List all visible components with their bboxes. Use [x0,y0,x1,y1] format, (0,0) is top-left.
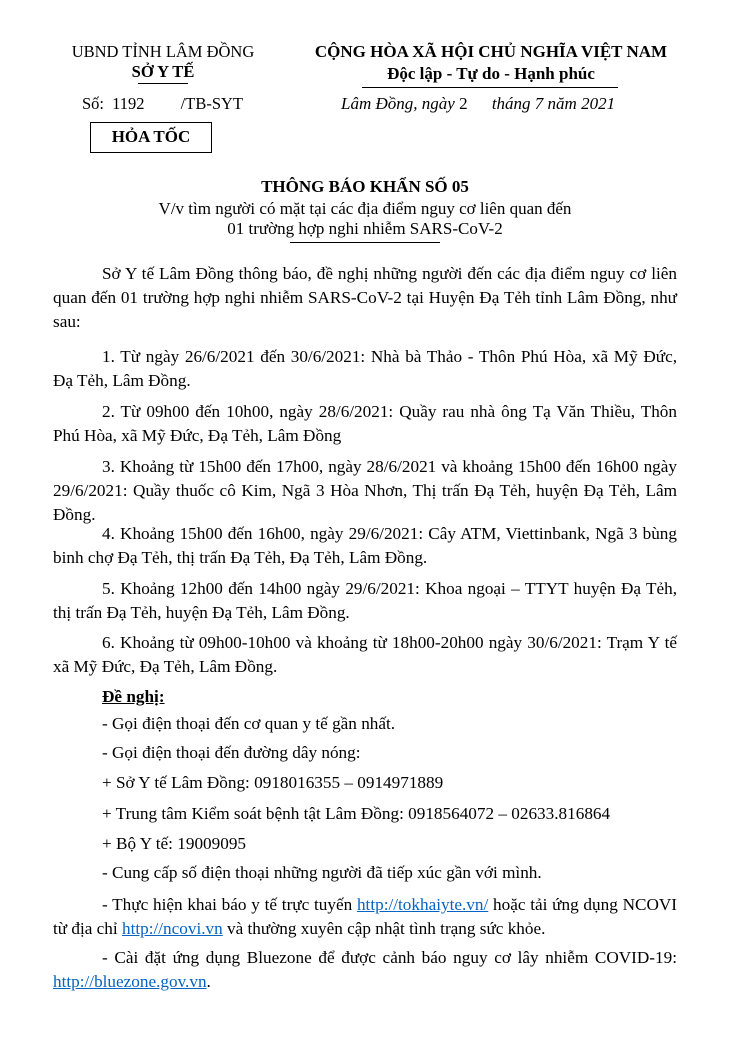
location-item-6: 6. Khoảng từ 09h00-10h00 và khoảng từ 18h00-20h00 ngày 30/6/2021: Trạm Y tế xã Mỹ Đức, Đạ Tẻh, Lâm Đồng. [53,633,677,676]
recommend-bluezone [53,946,677,994]
date-place: Lâm Đồng, ngày [341,94,455,113]
date-line [341,94,615,114]
ncovi-link[interactable]: http://ncovi.vn [121,919,223,938]
location-item-5: 5. Khoảng 12h00 đến 14h00 ngày 29/6/2021: Khoa ngoại – TTYT huyện Đạ Tẻh, thị trấn Đạ Tẻh, huyện Đạ Tẻh, Lâm Đồng. [53,579,677,622]
recommend-declaration [53,893,677,941]
location-item-1: 1. Từ ngày 26/6/2021 đến 30/6/2021: Nhà bà Thảo - Thôn Phú Hòa, xã Mỹ Đức, Đạ Tẻh, Lâm Đồng. [53,347,677,390]
document-number [82,94,243,114]
hotline-health-dept: + Sở Y tế Lâm Đồng: 0918016355 – 0914971889 [102,773,444,792]
bluezone-link[interactable]: http://bluezone.gov.vn [53,972,207,991]
recommend-call-nearest: - Gọi điện thoại đến cơ quan y tế gần nhất. [102,714,396,733]
hotline-cdc: + Trung tâm Kiểm soát bệnh tật Lâm Đồng: 0918564072 – 02633.816864 [102,804,611,823]
date-rest: tháng 7 năm 2021 [491,94,616,113]
hotline-ministry: + Bộ Y tế: 19009095 [102,834,247,853]
issuer-underline [138,83,188,84]
location-item-3: 3. Khoảng từ 15h00 đến 17h00, ngày 28/6/2021 và khoảng 15h00 đến 16h00 ngày 29/6/2021: Quầy thuốc cô Kim, Ngã 3 Hòa Nhơn, Thị trấn Đạ Tẻh, huyện Đạ Tẻh, Lâm Đồng. [53,457,677,524]
notice-title: THÔNG BÁO KHẨN SỐ 05 [261,177,469,196]
bluezone-text-a: - Cài đặt ứng dụng Bluezone để được cảnh báo nguy cơ lây nhiễm COVID-19: [102,948,677,967]
recommend-hotline: - Gọi điện thoại đến đường dây nóng: [102,743,361,762]
recommend-heading: Đề nghị: [102,687,165,706]
declaration-text-b: hoặc tải ứng dụng NCOVI từ địa chỉ [53,895,677,938]
recommend-contacts: - Cung cấp số điện thoại những người đã tiếp xúc gần với mình. [102,863,542,882]
declaration-text-c: và thường xuyên cập nhật tình trạng sức khỏe. [222,919,546,938]
number-value: 1192 [112,94,145,113]
location-item-2: 2. Từ 09h00 đến 10h00, ngày 28/6/2021: Quầy rau nhà ông Tạ Văn Thiều, Thôn Phú Hòa, xã Mỹ Đức, Đạ Tẻh, Lâm Đồng [53,402,677,445]
tokhaiyte-link[interactable]: http://tokhaiyte.vn/ [356,895,489,914]
date-day: 2 [459,94,468,113]
national-motto: Độc lập - Tự do - Hạnh phúc [387,64,595,83]
location-item-4: 4. Khoảng 15h00 đến 16h00, ngày 29/6/2021: Cây ATM, Viettinbank, Ngã 3 bùng binh chợ Đạ Tẻh, thị trấn Đạ Tẻh, Đạ Tẻh, Lâm Đồng. [53,524,677,567]
bluezone-text-b: . [206,972,211,991]
notice-subject-2: 01 trường hợp nghi nhiễm SARS-CoV-2 [227,219,503,238]
subject-underline [290,242,440,243]
notice-subject-1: V/v tìm người có mặt tại các địa điểm nguy cơ liên quan đến [158,199,572,218]
number-suffix: /TB-SYT [180,94,243,113]
number-label: Số: [82,94,105,113]
declaration-text-a: - Thực hiện khai báo y tế trực tuyến [102,895,357,914]
issuer-department: SỞ Y TẾ [131,62,195,81]
intro-paragraph: Sở Y tế Lâm Đồng thông báo, đề nghị những người đến các địa điểm nguy cơ liên quan đến 01 trường hợp nghi nhiễm SARS-CoV-2 tại Huyện Đạ Tẻh tỉnh Lâm Đồng, như sau: [53,264,677,331]
issuer-province: UBND TỈNH LÂM ĐỒNG [71,42,255,61]
urgent-stamp-box [90,122,212,153]
urgent-label: HỎA TỐC [111,127,191,146]
motto-underline [362,87,618,88]
national-title: CỘNG HÒA XÃ HỘI CHỦ NGHĨA VIỆT NAM [314,42,668,61]
